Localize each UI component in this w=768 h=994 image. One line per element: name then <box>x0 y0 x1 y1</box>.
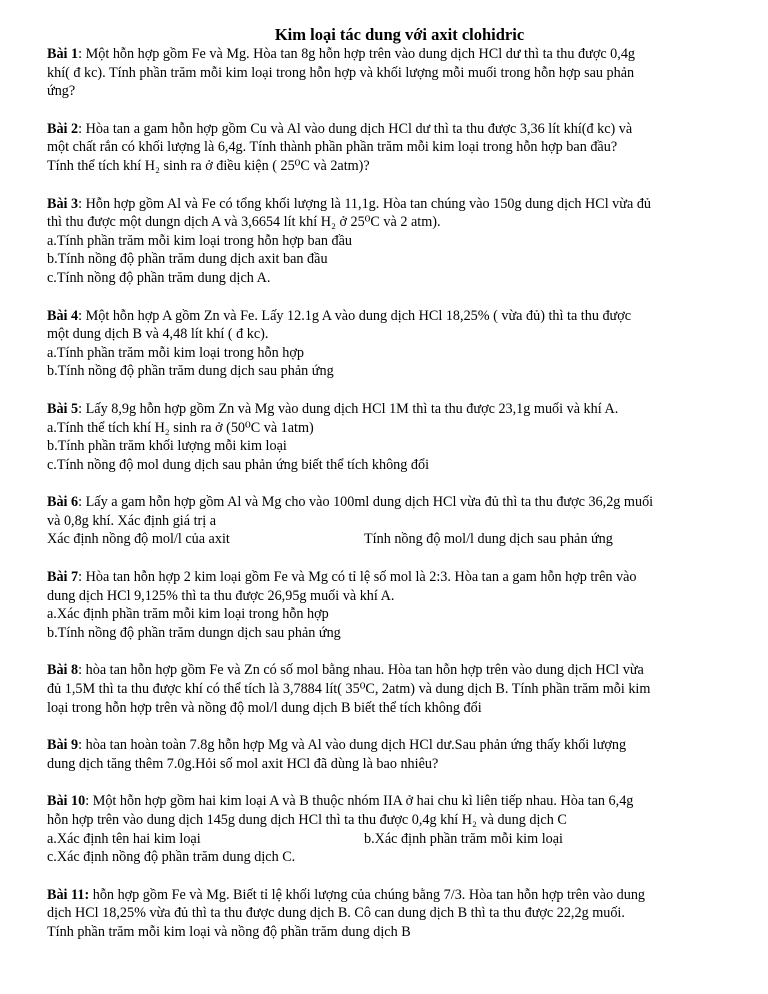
problem-line: Bài 11: hỗn hợp gồm Fe và Mg. Biết tỉ lệ khối lượng của chúng bằng 7/3. Hòa tan hỗn hợp trên vào dung <box>47 886 646 903</box>
problem-line: một dung dịch B và 4,48 lít khí ( đ kc). <box>47 326 269 343</box>
problem-5 <box>47 400 752 474</box>
problem-line: và 0,8g khí. Xác định giá trị a <box>47 512 217 529</box>
problem-8 <box>47 661 752 717</box>
problem-4 <box>47 307 752 381</box>
problem-subquestion: b.Tính phần trăm khối lượng mỗi kim loại <box>47 438 287 455</box>
problem-11 <box>47 886 752 942</box>
problem-line: Bài 6: Lấy a gam hỗn hợp gồm Al và Mg cho vào 100ml dung dịch HCl vừa đủ thì ta thu được 36,2g muối <box>47 494 654 511</box>
problem-line: Tính thể tích khí H₂ sinh ra ở điều kiện ( 25⁰C và 2atm)? <box>47 157 370 174</box>
problem-subquestion: a.Tính phần trăm mỗi kim loại trong hỗn hợp ban đầu <box>47 232 352 249</box>
problem-subquestion: c.Tính nồng độ mol dung dịch sau phản ứng biết thể tích không đổi <box>47 456 430 473</box>
problem-label: Bài 7 <box>47 569 79 586</box>
problem-6 <box>47 493 752 549</box>
problem-subquestion: a.Xác định phần trăm mỗi kim loại trong hỗn hợp <box>47 606 329 623</box>
problem-line: Tính phần trăm mỗi kim loại và nồng độ phần trăm dung dịch B <box>47 923 411 940</box>
problem-line: Bài 3: Hỗn hợp gồm Al và Fe có tổng khối lượng là 11,1g. Hòa tan chúng vào 150g dung dịch HCl vừa đủ <box>47 195 652 212</box>
problem-label: Bài 11: <box>47 886 90 903</box>
problem-line: Bài 7: Hòa tan hỗn hợp 2 kim loại gồm Fe và Mg có tỉ lệ số mol là 2:3. Hòa tan a gam hỗn hợp trên vào <box>47 569 637 586</box>
problem-subquestion: b.Xác định phần trăm mỗi kim loại <box>364 830 563 847</box>
problem-line: Bài 8: hòa tan hỗn hợp gồm Fe và Zn có số mol bằng nhau. Hòa tan hỗn hợp trên vào dung dịch HCl vừa <box>47 662 644 679</box>
problem-line: dung dịch tăng thêm 7.0g.Hỏi số mol axit HCl đã dùng là bao nhiêu? <box>47 755 439 772</box>
problem-1 <box>47 45 752 101</box>
problem-line: đủ 1,5M thì ta thu được khí có thể tích là 3,7884 lít( 35⁰C, 2atm) và dung dịch B. Tính phần trăm mỗi kim <box>47 681 651 698</box>
problem-line: hỗn hợp trên vào dung dịch 145g dung dịch HCl thì ta thu được 0,4g khí H₂ và dung dịch C <box>47 812 567 828</box>
problem-line: Bài 2: Hòa tan a gam hỗn hợp gồm Cu và Al vào dung dịch HCl dư thì ta thu được 3,36 lít khí(đ kc) và <box>47 120 633 137</box>
problem-label: Bài 10 <box>47 793 86 810</box>
problem-label: Bài 2 <box>47 120 79 137</box>
problem-3 <box>47 195 752 288</box>
document-page <box>47 25 752 961</box>
problem-line: dung dịch HCl 9,125% thì ta thu được 26,95g muối và khí A. <box>47 587 395 604</box>
problem-subquestion: b.Tính nồng độ phần trăm dung dịch sau phản ứng <box>47 363 334 380</box>
problem-subquestion: Tính nồng độ mol/l dung dịch sau phản ứng <box>364 531 613 548</box>
problem-line: Bài 5: Lấy 8,9g hỗn hợp gồm Zn và Mg vào dung dịch HCl 1M thì ta thu được 23,1g muối và khí A. <box>47 400 619 417</box>
problem-subquestion-row <box>47 530 752 549</box>
problem-subquestion: b.Tính nồng độ phần trăm dungn dịch sau phản ứng <box>47 624 341 641</box>
problem-label: Bài 5 <box>47 400 79 417</box>
problem-subquestion: a.Tính phần trăm mỗi kim loại trong hỗn hợp <box>47 344 304 361</box>
problem-line: Bài 10: Một hỗn hợp gồm hai kim loại A và B thuộc nhóm IIA ở hai chu kì liên tiếp nhau. Hòa tan 6,4g <box>47 793 634 810</box>
problem-subquestion: a.Xác định tên hai kim loại <box>47 830 201 847</box>
problem-line: thì thu được một dungn dịch A và 3,6654 lít khí H₂ ở 25⁰C và 2 atm). <box>47 214 441 231</box>
problem-line: ứng? <box>47 83 76 100</box>
problem-subquestion: Xác định nồng độ mol/l của axit <box>47 531 230 548</box>
problem-subquestion: c.Xác định nồng độ phần trăm dung dịch C. <box>47 849 296 866</box>
problem-line: Bài 9: hòa tan hoàn toàn 7.8g hỗn hợp Mg và Al vào dung dịch HCl dư.Sau phản ứng thấy khối lượng <box>47 737 627 754</box>
problem-label: Bài 6 <box>47 494 79 511</box>
problem-line: một chất rắn có khối lượng là 6,4g. Tính thành phần phần trăm mỗi kim loại trong hỗn hợp ban đầu? <box>47 139 618 156</box>
problem-10 <box>47 792 752 866</box>
problem-line: Bài 4: Một hỗn hợp A gồm Zn và Fe. Lấy 12.1g A vào dung dịch HCl 18,25% ( vừa đủ) thì ta thu được <box>47 307 632 324</box>
problem-line: loại trong hỗn hợp trên và nồng độ mol/l dung dịch B biết thể tích không đổi <box>47 699 482 716</box>
problem-line: dịch HCl 18,25% vừa đủ thì ta thu được dung dịch B. Cô can dung dịch B thì ta thu được 22,2g muối. <box>47 905 625 922</box>
problem-line: khí( đ kc). Tính phần trăm mỗi kim loại trong hỗn hợp và khối lượng mỗi muối trong hỗn hợp sau phản <box>47 64 635 81</box>
problem-subquestion: c.Tính nồng độ phần trăm dung dịch A. <box>47 269 271 286</box>
problem-label: Bài 4 <box>47 307 79 324</box>
problem-7 <box>47 568 752 642</box>
problem-line: Bài 1: Một hỗn hợp gồm Fe và Mg. Hòa tan 8g hỗn hợp trên vào dung dịch HCl dư thì ta thu được 0,4g <box>47 46 635 62</box>
problem-9 <box>47 736 752 773</box>
problem-subquestion: b.Tính nồng độ phần trăm dung dịch axit ban đầu <box>47 251 328 268</box>
problem-label: Bài 9 <box>47 737 79 754</box>
problem-label: Bài 1 <box>47 46 79 62</box>
problem-subquestion: a.Tính thể tích khí H₂ sinh ra ở (50⁰C và 1atm) <box>47 419 314 436</box>
problem-subquestion-row <box>47 830 752 849</box>
problem-label: Bài 8 <box>47 662 79 679</box>
problem-2 <box>47 120 752 176</box>
problem-label: Bài 3 <box>47 195 79 212</box>
document-title: Kim loại tác dung với axit clohidric <box>274 25 525 44</box>
